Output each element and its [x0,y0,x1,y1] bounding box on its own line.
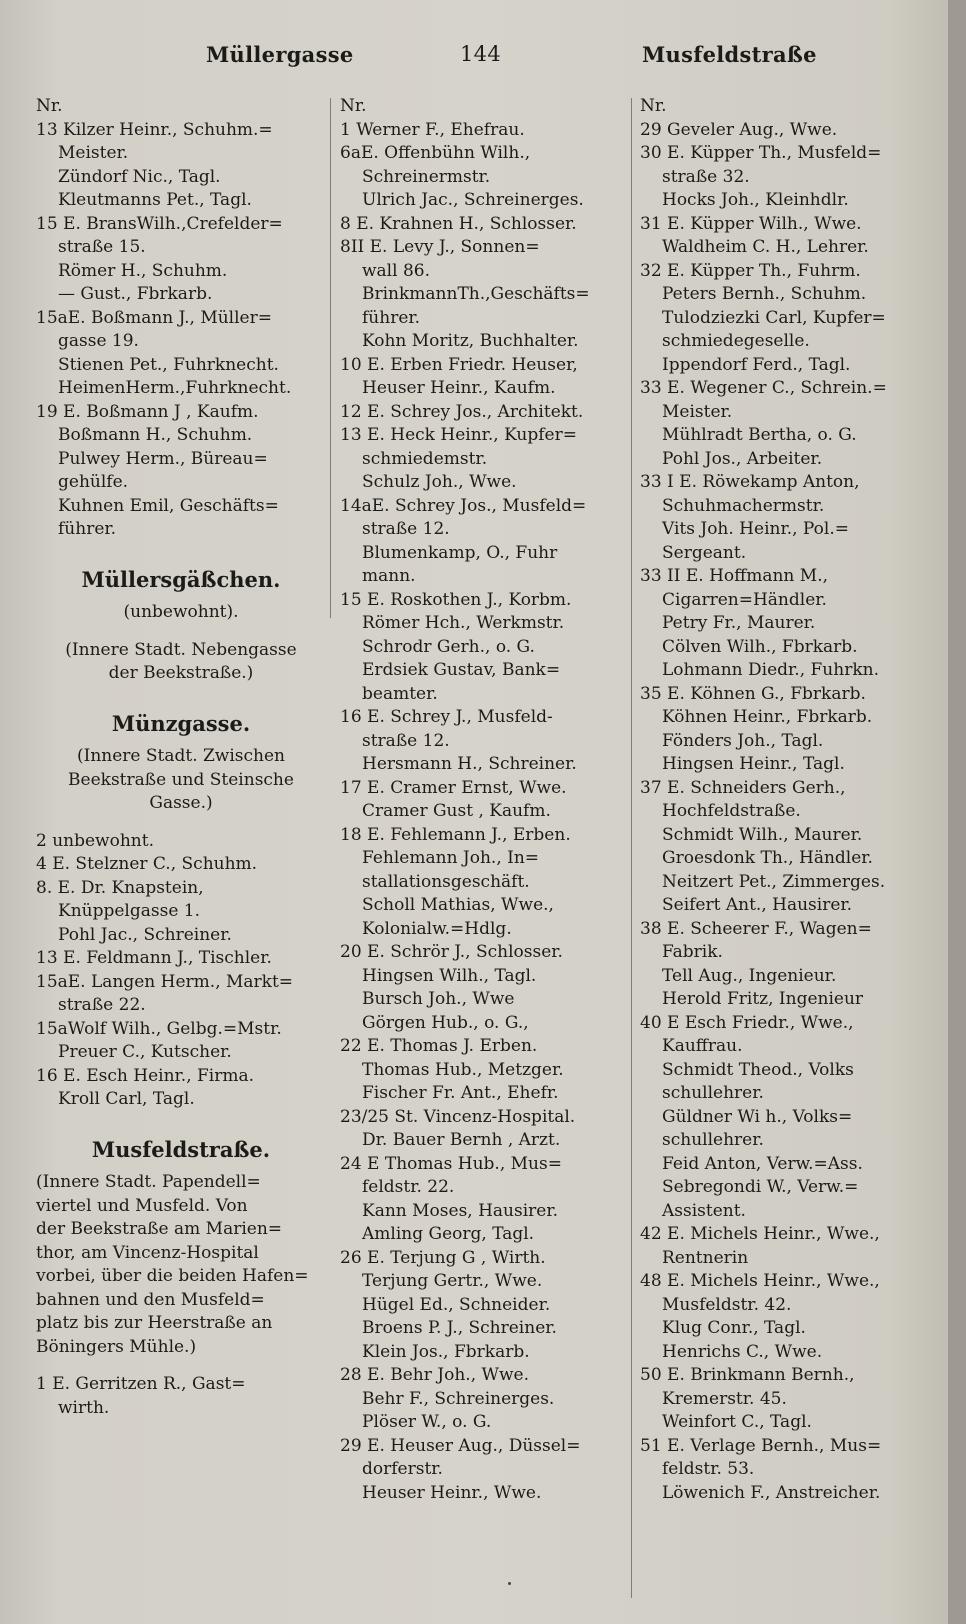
entry-line: 42 E. Michels Heinr., Wwe., [640,1224,880,1244]
nr-label: Nr. [36,96,63,116]
entry-line: 14aE. Schrey Jos., Musfeld= [340,495,587,516]
entry-line: Amling Georg, Tagl. [362,1224,535,1244]
running-header [30,42,930,82]
entry-line: schmiedegeselle. [662,331,810,351]
entry-line: 12 E. Schrey Jos., Architekt. [340,401,584,422]
page-edge-shadow [948,0,966,1624]
entry-line: 35 E. Köhnen G., Fbrkarb. [640,683,866,704]
entry-line: 33 I E. Röwekamp Anton, [640,472,860,492]
entry-list [640,119,928,1506]
entry-line: 13 E. Feldmann J., Tischler. [36,948,272,968]
entry-line: 29 Geveler Aug., Wwe. [640,119,838,140]
entry-line: Görgen Hub., o. G., [362,1012,529,1033]
entry-line: straße 15. [58,237,146,257]
description-line: bahnen und den Musfeld= [36,1289,265,1310]
description-line: (Innere Stadt. Nebengasse [65,639,297,660]
entry-line: — Gust., Fbrkarb. [58,284,213,304]
entry-line: Terjung Gertr., Wwe. [362,1271,543,1291]
section-title: Münzgasse. [111,710,251,736]
entry-line: beamter. [362,683,438,704]
page-number: 144 [460,42,501,66]
entry-line: 40 E Esch Friedr., Wwe., [640,1012,854,1033]
description-line: vorbei, über die beiden Hafen= [36,1266,309,1286]
entry-line: Klug Conr., Tagl. [662,1318,806,1338]
entry-line: Schreinermstr. [362,166,491,187]
column-3 [640,95,928,1605]
entry-line: dorferstr. [362,1459,443,1479]
entry-line: Petry Fr., Maurer. [662,613,816,633]
section-description [36,639,326,686]
description-line: (Innere Stadt. Papendell= [36,1172,261,1192]
entry-line: 13 E. Heck Heinr., Kupfer= [340,425,577,445]
entry-line: führer. [58,519,117,539]
section-title: Müllersgäßchen. [81,566,281,592]
entry-line: Rentnerin [662,1247,749,1268]
entry-line: 18 E. Fehlemann J., Erben. [340,824,571,845]
entry-line: Schuhmachermstr. [662,495,825,516]
entry-line: Hingsen Wilh., Tagl. [362,965,537,986]
entry-line: 13 Kilzer Heinr., Schuhm.= [36,119,273,140]
entry-line: Güldner Wi h., Volks= [662,1106,853,1127]
entry-line: Schulz Joh., Wwe. [362,472,517,492]
entry-line: 16 E. Schrey J., Musfeld- [340,707,553,727]
entry-line: 38 E. Scheerer F., Wagen= [640,918,872,939]
entry-line: 16 E. Esch Heinr., Firma. [36,1065,255,1086]
entry-list [340,119,625,1506]
entry-line: 23/25 St. Vincenz-Hospital. [340,1106,576,1127]
header-right-street: Musfeldstraße [642,42,817,67]
entry-line: wall 86. [362,260,430,281]
entry-line: 10 E. Erben Friedr. Heuser, [340,354,578,375]
description-line: Böningers Mühle.) [36,1336,197,1357]
entry-line: Knüppelgasse 1. [58,901,201,921]
entry-line: Fönders Joh., Tagl. [662,730,824,751]
entry-line: Erdsiek Gustav, Bank= [362,660,561,680]
entry-line: schullehrer. [662,1083,764,1103]
description-line: (Innere Stadt. Zwischen [76,746,286,766]
nr-label: Nr. [640,96,667,116]
entry-line: 30 E. Küpper Th., Musfeld= [640,143,882,163]
entry-line: Preuer C., Kutscher. [58,1042,232,1062]
entry-line: 19 E. Boßmann J , Kaufm. [36,401,259,422]
entry-line: Neitzert Pet., Zimmerges. [662,871,886,892]
column-2 [340,95,625,1605]
column-divider-1 [330,98,331,618]
entry-line: Boßmann H., Schuhm. [58,425,253,445]
entry-line: Römer Hch., Werkmstr. [362,613,565,633]
entry-line: 15 E. BransWilh.,Crefelder= [36,213,283,234]
entry-line: 29 E. Heuser Aug., Düssel= [340,1435,581,1456]
entry-line: Dr. Bauer Bernh , Arzt. [362,1130,561,1150]
entry-line: BrinkmannTh.,Geschäfts= [362,284,590,304]
entry-line: Stienen Pet., Fuhrknecht. [58,354,279,375]
entry-line: Kroll Carl, Tagl. [58,1089,195,1109]
entry-line: führer. [362,307,421,328]
entry-line: Behr F., Schreinerges. [362,1388,555,1409]
column-divider-2 [631,98,632,1598]
entry-line: Waldheim C. H., Lehrer. [662,237,869,257]
entry-line: 37 E. Schneiders Gerh., [640,777,846,798]
entry-line: 48 E. Michels Heinr., Wwe., [640,1271,880,1291]
entry-line: straße 12. [362,730,450,751]
entry-line: Kann Moses, Hausirer. [362,1200,559,1221]
entry-line: feldstr. 53. [662,1459,755,1479]
nr-label: Nr. [340,96,367,116]
entry-line: Mühlradt Bertha, o. G. [662,425,857,445]
entry-line: 8 E. Krahnen H., Schlosser. [340,213,577,234]
entry-line: 31 E. Küpper Wilh., Wwe. [640,213,862,234]
entry-line: Groesdonk Th., Händler. [662,848,873,868]
entry-line: Weinfort C., Tagl. [662,1412,812,1432]
entry-list [36,830,326,1112]
entry-line: Meister. [662,401,733,422]
entry-line: schmiedemstr. [362,448,488,469]
description-line: thor, am Vincenz-Hospital [36,1242,259,1263]
entry-line: straße 22. [58,995,146,1015]
entry-line: 24 E Thomas Hub., Mus= [340,1153,562,1174]
description-line: der Beekstraße.) [108,663,254,683]
section-subtitle: (unbewohnt). [123,602,239,622]
entry-line: 17 E. Cramer Ernst, Wwe. [340,777,567,798]
entry-line: Ulrich Jac., Schreinerges. [362,190,584,210]
entry-line: Peters Bernh., Schuhm. [662,284,867,304]
entry-line: Pohl Jac., Schreiner. [58,924,232,945]
entry-line: Kohn Moritz, Buchhalter. [362,331,579,351]
entry-line: Heuser Heinr., Kaufm. [362,378,556,398]
entry-line: Vits Joh. Heinr., Pol.= [662,519,849,539]
entry-line: 15 E. Roskothen J., Korbm. [340,589,572,610]
print-speck [508,1582,511,1585]
entry-line: Schrodr Gerh., o. G. [362,636,535,657]
entry-line: 15aWolf Wilh., Gelbg.=Mstr. [36,1018,282,1039]
entry-line: 6aE. Offenbühn Wilh., [340,143,531,163]
entry-line: wirth. [58,1397,110,1418]
entry-line: Kolonialw.=Hdlg. [362,918,512,939]
entry-line: mann. [362,566,416,586]
entry-line: Cramer Gust , Kaufm. [362,801,551,821]
entry-line: 20 E. Schrör J., Schlosser. [340,942,563,962]
entry-line: Lohmann Diedr., Fuhrkn. [662,660,879,680]
entry-line: Cölven Wilh., Fbrkarb. [662,636,858,657]
entry-line: straße 12. [362,519,450,539]
entry-line: Fehlemann Joh., In= [362,848,540,868]
entry-line: 33 E. Wegener C., Schrein.= [640,378,887,398]
entry-line: Hersmann H., Schreiner. [362,754,577,774]
entry-line: 4 E. Stelzner C., Schuhm. [36,854,258,874]
entry-line: Kauffrau. [662,1036,743,1056]
entry-line: 33 II E. Hoffmann M., [640,566,828,586]
entry-line: Scholl Mathias, Wwe., [362,895,554,915]
entry-line: Sebregondi W., Verw.= [662,1177,859,1197]
entry-line: Plöser W., o. G. [362,1412,492,1432]
entry-line: Herold Fritz, Ingenieur [662,989,864,1009]
entry-line: 28 E. Behr Joh., Wwe. [340,1365,529,1385]
description-line: viertel und Musfeld. Von [36,1195,248,1216]
entry-line: Hingsen Heinr., Tagl. [662,754,845,774]
entry-line: HeimenHerm.,Fuhrknecht. [58,378,292,398]
entry-line: feldstr. 22. [362,1177,455,1197]
entry-line: Musfeldstr. 42. [662,1294,792,1315]
entry-line: Hochfeldstraße. [662,801,801,821]
entry-line: 15aE. Langen Herm., Markt= [36,971,294,992]
entry-line: Sergeant. [662,542,747,563]
entry-line: Meister. [58,143,129,163]
entry-line: 2 unbewohnt. [36,830,154,851]
entry-line: 51 E. Verlage Bernh., Mus= [640,1435,882,1456]
entry-line: Heuser Heinr., Wwe. [362,1482,542,1503]
description-line: Beekstraße und Steinsche [68,769,294,790]
entry-line: Cigarren=Händler. [662,589,827,610]
column-1 [36,95,326,1605]
entry-line: 8II E. Levy J., Sonnen= [340,237,540,257]
entry-line: Assistent. [662,1200,746,1221]
entry-line: gasse 19. [58,331,139,351]
entry-line: stallationsgeschäft. [362,871,530,892]
entry-line: Henrichs C., Wwe. [662,1341,823,1362]
entry-line: Schmidt Theod., Volks [662,1059,854,1080]
section-title: Musfeldstraße. [91,1136,271,1162]
entry-line: 50 E. Brinkmann Bernh., [640,1365,855,1385]
entry-line: Hügel Ed., Schneider. [362,1294,551,1315]
entry-list [36,119,326,542]
description-line: Gasse.) [149,793,213,813]
header-left-street: Müllergasse [206,42,354,67]
entry-line: Fischer Fr. Ant., Ehefr. [362,1083,559,1103]
entry-line: 1 Werner F., Ehefrau. [340,119,525,140]
entry-line: Pohl Jos., Arbeiter. [662,448,823,469]
entry-line: Kuhnen Emil, Geschäfts= [58,495,279,516]
entry-line: Römer H., Schuhm. [58,260,228,281]
entry-line: Ippendorf Ferd., Tagl. [662,354,851,375]
description-line: der Beekstraße am Marien= [36,1219,283,1239]
section-description [36,745,326,816]
entry-line: 22 E. Thomas J. Erben. [340,1036,538,1056]
entry-line: Köhnen Heinr., Fbrkarb. [662,707,873,727]
entry-line: 1 E. Gerritzen R., Gast= [36,1374,246,1394]
entry-line: Broens P. J., Schreiner. [362,1318,557,1338]
entry-line: Fabrik. [662,942,723,962]
entry-line: schullehrer. [662,1130,764,1150]
entry-line: 15aE. Boßmann J., Müller= [36,307,272,328]
entry-line: Kleutmanns Pet., Tagl. [58,190,252,210]
entry-line: 26 E. Terjung G , Wirth. [340,1247,546,1268]
entry-line: Tell Aug., Ingenieur. [662,965,837,986]
entry-line: Löwenich F., Anstreicher. [662,1482,881,1503]
entry-line: Pulwey Herm., Büreau= [58,448,268,469]
entry-line: Tulodziezki Carl, Kupfer= [662,307,886,328]
entry-line: Bursch Joh., Wwe [362,989,515,1009]
entry-line: Thomas Hub., Metzger. [362,1059,564,1080]
entry-line: Kremerstr. 45. [662,1388,787,1409]
entry-list [36,1373,326,1420]
description-line: platz bis zur Heerstraße an [36,1313,273,1333]
section-description [36,1171,326,1359]
entry-line: Hocks Joh., Kleinhdlr. [662,190,849,210]
entry-line: gehülfe. [58,472,129,492]
entry-line: Blumenkamp, O., Fuhr [362,542,558,563]
entry-line: Zündorf Nic., Tagl. [58,166,221,187]
entry-line: Feid Anton, Verw.=Ass. [662,1153,863,1174]
entry-line: 32 E. Küpper Th., Fuhrm. [640,260,861,281]
entry-line: Seifert Ant., Hausirer. [662,895,853,915]
entry-line: Schmidt Wilh., Maurer. [662,824,863,845]
entry-line: 8. E. Dr. Knapstein, [36,877,204,898]
entry-line: straße 32. [662,166,750,187]
entry-line: Klein Jos., Fbrkarb. [362,1341,530,1362]
